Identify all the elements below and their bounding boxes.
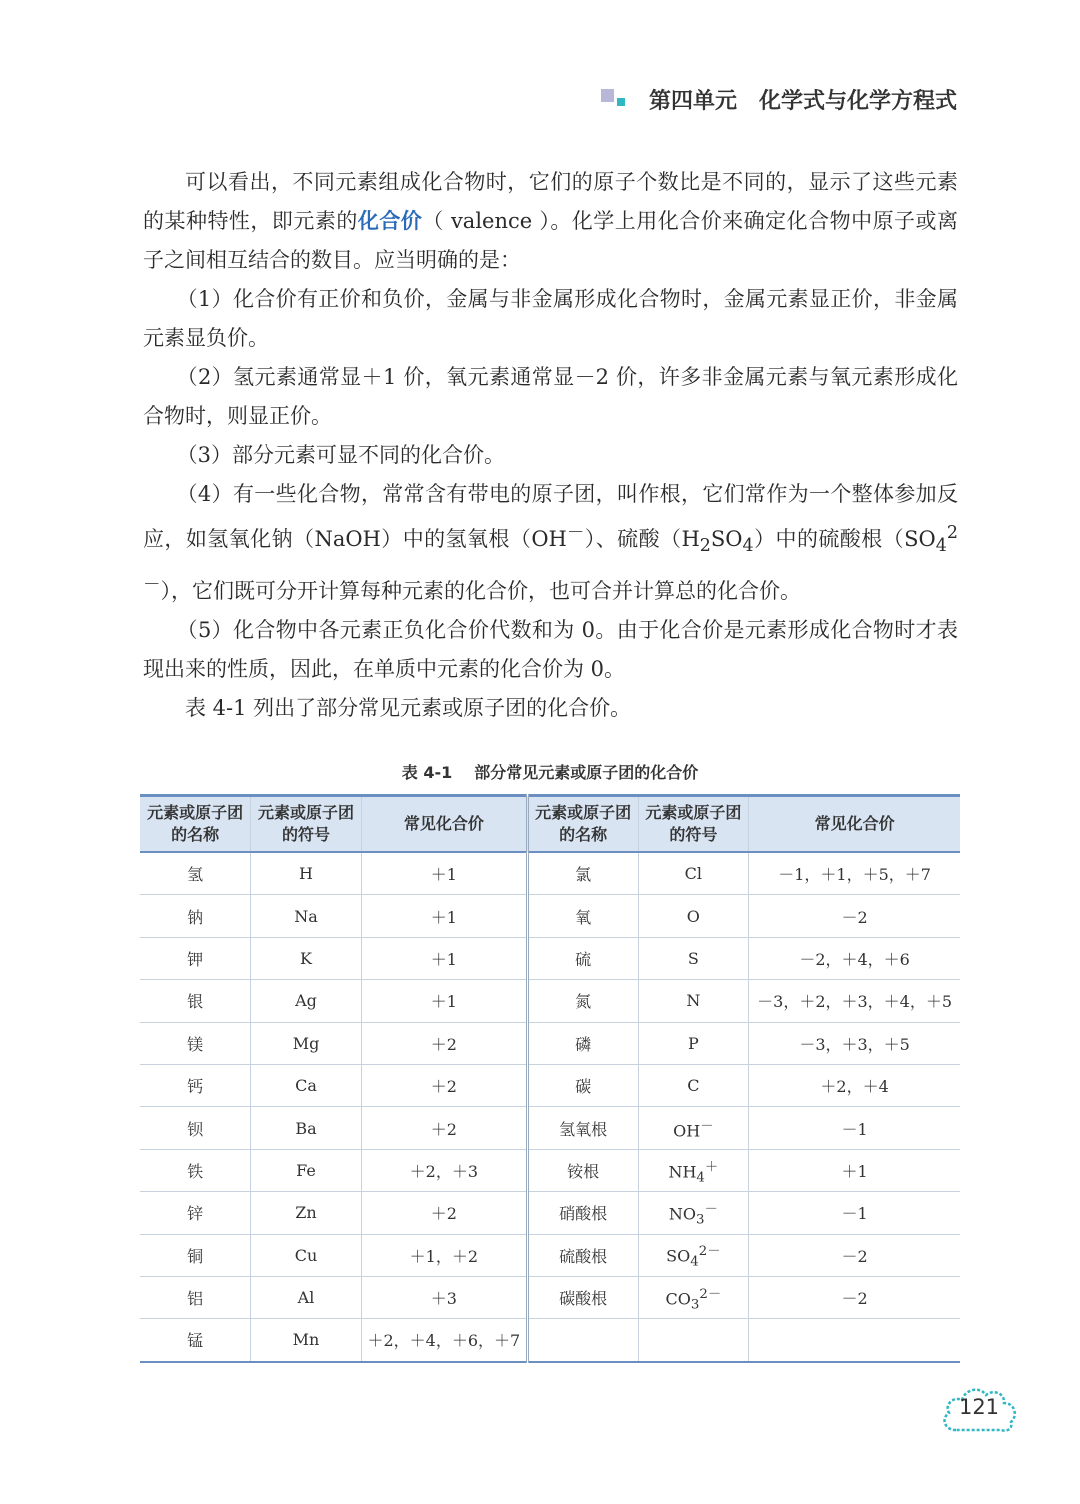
cell-name-right: 硫 — [527, 937, 638, 979]
cell-valence-right: －3，＋3，＋5 — [749, 1022, 960, 1064]
cell-valence-right: ＋1 — [749, 1149, 960, 1191]
header-symbol-left: 元素或原子团的符号 — [251, 796, 362, 853]
cell-symbol-right: $NO_3^-$ — [638, 1192, 749, 1234]
cell-symbol-right: C — [638, 1064, 749, 1106]
cell-valence-left: ＋2 — [361, 1022, 527, 1064]
table-row — [140, 1192, 960, 1234]
cell-name-right — [527, 1319, 638, 1362]
table-row — [140, 895, 960, 937]
valence-table — [140, 794, 960, 1363]
header-valence-right: 常见化合价 — [749, 796, 960, 853]
table-row — [140, 1234, 960, 1276]
cell-name-right: 碳 — [527, 1064, 638, 1106]
cell-name-right: 氯 — [527, 852, 638, 895]
cell-valence-left: ＋2，＋3 — [361, 1149, 527, 1191]
cell-name-right: 氧 — [527, 895, 638, 937]
table-caption — [140, 760, 960, 783]
cell-valence-right: －2 — [749, 1276, 960, 1318]
cell-symbol-left: Cu — [251, 1234, 362, 1276]
cell-symbol-right: $CO_3^{2-}$ — [638, 1276, 749, 1318]
cell-valence-left: ＋1 — [361, 895, 527, 937]
cell-valence-left: ＋1 — [361, 937, 527, 979]
cell-name-right: 铵根 — [527, 1149, 638, 1191]
table-header-row — [140, 796, 960, 853]
cell-symbol-left: Ag — [251, 980, 362, 1022]
cell-symbol-left: Ba — [251, 1107, 362, 1149]
header-valence-left: 常见化合价 — [361, 796, 527, 853]
cell-name-left: 铁 — [140, 1149, 251, 1191]
table-number: 表 4-1 — [401, 763, 453, 782]
paragraph-rule-4: （4）有一些化合物，常常含有带电的原子团，叫作根，它们常作为一个整体参加反应，如氢氧化钠（NaOH）中的氢氧根（OH－）、硫酸$(H_2SO_4)$中的硫酸根$(SO_4^{2-})$，它们既可分开计算每种元素的化合价，也可合并计算总的化合价。 — [143, 482, 958, 604]
cell-name-left: 钠 — [140, 895, 251, 937]
table-title: 部分常见元素或原子团的化合价 — [474, 763, 699, 782]
table-row — [140, 852, 960, 895]
cell-valence-left: ＋2 — [361, 1192, 527, 1234]
cell-name-right: 氮 — [527, 980, 638, 1022]
cell-valence-right: －1 — [749, 1107, 960, 1149]
cell-name-left: 锌 — [140, 1192, 251, 1234]
cell-name-right: 硝酸根 — [527, 1192, 638, 1234]
cell-symbol-right — [638, 1319, 749, 1362]
cell-valence-right: －2 — [749, 895, 960, 937]
table-row — [140, 937, 960, 979]
table-row — [140, 1276, 960, 1318]
paragraph-rule-5: （5）化合物中各元素正负化合价代数和为 0。由于化合价是元素形成化合物时才表现出来的性质，因此，在单质中元素的化合价为 0。 — [143, 618, 958, 682]
cell-valence-right: ＋2，＋4 — [749, 1064, 960, 1106]
cell-valence-left: ＋3 — [361, 1276, 527, 1318]
cell-symbol-right: O — [638, 895, 749, 937]
header-symbol-right: 元素或原子团的符号 — [638, 796, 749, 853]
cell-symbol-left: Mn — [251, 1319, 362, 1362]
cell-symbol-right: S — [638, 937, 749, 979]
cell-symbol-right: $SO_4^{2-}$ — [638, 1234, 749, 1276]
table-row — [140, 980, 960, 1022]
header-name-left: 元素或原子团的名称 — [140, 796, 251, 853]
cell-symbol-right: N — [638, 980, 749, 1022]
cell-symbol-left: K — [251, 937, 362, 979]
cell-name-left: 铝 — [140, 1276, 251, 1318]
cell-valence-right: －2，＋4，＋6 — [749, 937, 960, 979]
cell-symbol-right: Cl — [638, 852, 749, 895]
cell-symbol-right: OH－ — [638, 1107, 749, 1149]
paragraph-rule-1: （1）化合价有正价和负价，金属与非金属形成化合物时，金属元素显正价，非金属元素显负价。 — [143, 287, 958, 350]
table-row — [140, 1149, 960, 1191]
cell-symbol-left: Fe — [251, 1149, 362, 1191]
keyword-valence: 化合价 — [357, 209, 423, 233]
table-row — [140, 1064, 960, 1106]
cell-symbol-right: P — [638, 1022, 749, 1064]
table-row — [140, 1022, 960, 1064]
cell-name-left: 钾 — [140, 937, 251, 979]
cell-symbol-left: Al — [251, 1276, 362, 1318]
cell-name-left: 铜 — [140, 1234, 251, 1276]
cell-name-left: 银 — [140, 980, 251, 1022]
cell-valence-left: ＋1 — [361, 852, 527, 895]
chapter-title: 化学式与化学方程式 — [758, 89, 957, 114]
table-row — [140, 1107, 960, 1149]
cell-symbol-left: Ca — [251, 1064, 362, 1106]
paragraph-rule-2: （2）氢元素通常显＋1 价，氧元素通常显－2 价，许多非金属元素与氧元素形成化合物时，则显正价。 — [143, 365, 958, 428]
cell-valence-left: ＋2，＋4，＋6，＋7 — [361, 1319, 527, 1362]
cell-symbol-left: Mg — [251, 1022, 362, 1064]
body-text — [143, 163, 958, 728]
cell-name-right: 硫酸根 — [527, 1234, 638, 1276]
cell-symbol-left: H — [251, 852, 362, 895]
cell-valence-right: －1，＋1，＋5，＋7 — [749, 852, 960, 895]
cell-valence-left: ＋1，＋2 — [361, 1234, 527, 1276]
unit-label: 第四单元 — [648, 89, 737, 114]
cell-valence-right: －3，＋2，＋3，＋4，＋5 — [749, 980, 960, 1022]
cell-valence-right: －1 — [749, 1192, 960, 1234]
cell-symbol-left: Na — [251, 895, 362, 937]
chapter-mark-icon — [601, 87, 631, 113]
cell-name-right: 氢氧根 — [527, 1107, 638, 1149]
cell-valence-left: ＋2 — [361, 1064, 527, 1106]
cell-valence-left: ＋2 — [361, 1107, 527, 1149]
cell-name-right: 磷 — [527, 1022, 638, 1064]
cell-name-left: 钙 — [140, 1064, 251, 1106]
cell-name-left: 镁 — [140, 1022, 251, 1064]
cell-name-right: 碳酸根 — [527, 1276, 638, 1318]
paragraph-intro: 可以看出，不同元素组成化合物时，它们的原子个数比是不同的，显示了这些元素的某种特性，即元素的化合价（ valence ）。化学上用化合价来确定化合物中原子或离子之间相互结合的数目。应当明确的是： — [143, 170, 959, 272]
cell-valence-left: ＋1 — [361, 980, 527, 1022]
paragraph-rule-3: （3）部分元素可显不同的化合价。 — [176, 443, 505, 467]
cell-valence-right — [749, 1319, 960, 1362]
paragraph-table-intro: 表 4-1 列出了部分常见元素或原子团的化合价。 — [185, 696, 632, 721]
cell-name-left: 锰 — [140, 1319, 251, 1362]
cell-name-left: 氢 — [140, 852, 251, 895]
cell-symbol-left: Zn — [251, 1192, 362, 1234]
header-name-right: 元素或原子团的名称 — [527, 796, 638, 853]
page-number: 121 — [958, 1395, 1000, 1419]
table-row — [140, 1319, 960, 1362]
cell-name-left: 钡 — [140, 1107, 251, 1149]
cell-valence-right: －2 — [749, 1234, 960, 1276]
page-number-badge — [938, 1380, 1020, 1438]
cell-symbol-right: $NH_4^+$ — [638, 1149, 749, 1191]
chapter-header — [601, 84, 957, 115]
